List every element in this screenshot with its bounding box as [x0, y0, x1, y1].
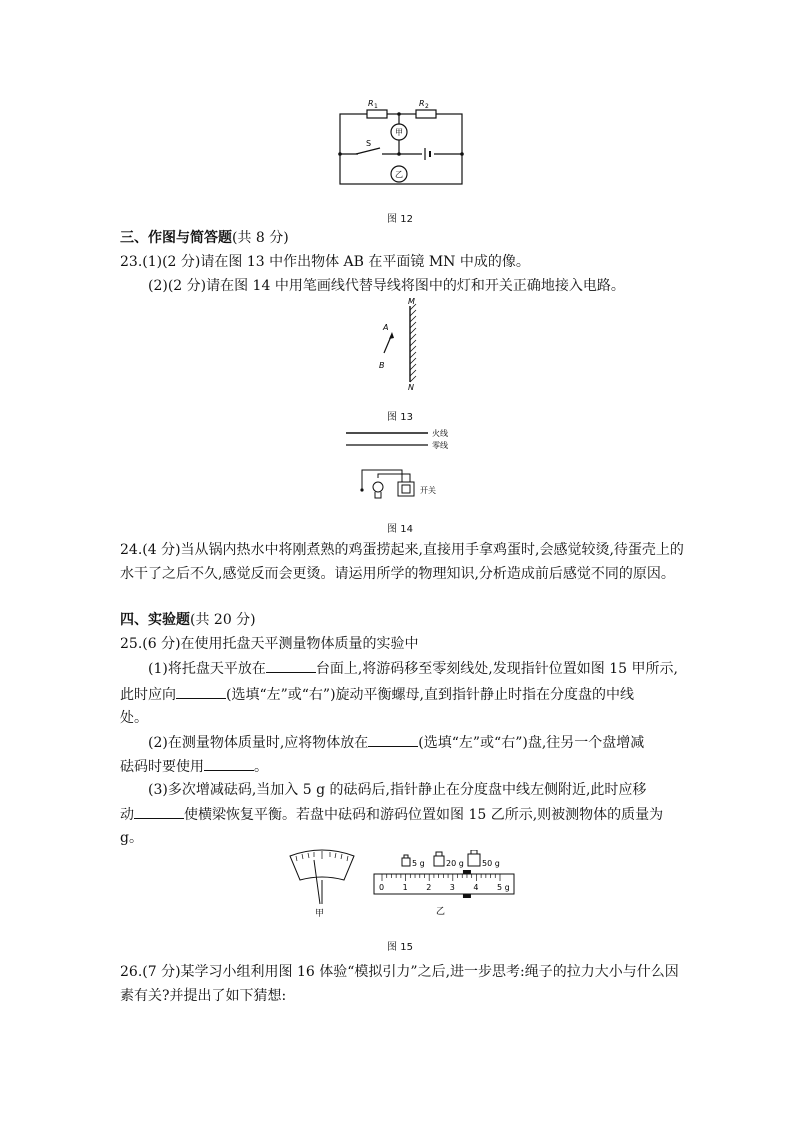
mirror-n-label: N: [408, 383, 414, 392]
r2-subscript: 2: [425, 103, 429, 110]
scale-tick-label: 2: [426, 883, 432, 892]
mirror-m-label: M: [408, 297, 415, 306]
figure-12-circuit: [336, 92, 466, 192]
scale-tick-label: 1: [402, 883, 408, 892]
neutral-wire-label: 零线: [432, 441, 448, 450]
q25-s2d: 。: [254, 759, 268, 775]
q25-intro: 25.(6 分)在使用托盘天平测量物体质量的实验中: [120, 636, 419, 652]
switch-label: 开关: [420, 486, 436, 495]
scale-tick-label: 4: [473, 883, 479, 892]
q25-s1a: (1)将托盘天平放在: [148, 661, 266, 677]
q24-line2: 水干了之后不久,感觉反而会更烫。请运用所学的物理知识,分析造成前后感觉不同的原因。: [120, 566, 675, 582]
rider-bottom: [463, 894, 471, 898]
scale-tick-label: 5 g: [497, 883, 510, 892]
figure-14-caption: 图 14: [387, 524, 413, 535]
q25-s1c: 此时应向: [120, 687, 176, 703]
q25-step2-line1: [148, 732, 680, 753]
answer-blank-5[interactable]: [134, 804, 184, 819]
q25-step1-line1: [148, 658, 680, 679]
q23-part1: 23.(1)(2 分)请在图 13 中作出物体 AB 在平面镜 MN 中成的像。: [120, 254, 530, 270]
point-b-label: B: [379, 361, 385, 370]
figure-15-jia-dial: [284, 846, 360, 918]
meter-yi-label: 乙: [395, 170, 403, 179]
weight-5g: 5 g: [412, 859, 425, 868]
q25-s2c: 砝码时要使用: [120, 759, 204, 775]
q25-s1d: (选填“左”或“右”)旋动平衡螺母,直到指针静止时指在分度盘的中线: [226, 687, 635, 703]
fig15-jia-label: 甲: [315, 909, 325, 918]
q25-step1-line3: 处。: [120, 710, 148, 726]
weight-50g: 50 g: [482, 859, 500, 868]
q23-part2: (2)(2 分)请在图 14 中用笔画线代替导线将图中的灯和开关正确地接入电路。: [148, 278, 625, 294]
scale-tick-label: 0: [379, 883, 385, 892]
q25-step1-line2: [120, 684, 680, 705]
meter-jia-label: 甲: [395, 128, 403, 137]
q26-line2: 素有关?并提出了如下猜想:: [120, 988, 287, 1004]
q25-s3b: 动: [120, 807, 134, 823]
q25-step3-line2: [120, 804, 680, 825]
figure-15-caption: 图 15: [387, 942, 413, 953]
q25-step3-line3: g。: [120, 830, 143, 846]
section-4-heading: [120, 610, 680, 630]
r1-subscript: 1: [374, 103, 378, 110]
q24-line1: 24.(4 分)当从锅内热水中将刚煮熟的鸡蛋捞起来,直接用手拿鸡蛋时,会感觉较烫,待蛋壳上的: [120, 542, 684, 558]
q25-s1b: 台面上,将游码移至零刻线处,发现指针位置如图 15 甲所示,: [315, 661, 678, 677]
section-4-title: 四、实验题: [120, 612, 190, 628]
answer-blank-3[interactable]: [368, 732, 418, 747]
q26-line1: 26.(7 分)某学习小组利用图 16 体验“模拟引力”之后,进一步思考:绳子的拉力大小与什么因: [120, 964, 679, 980]
weight-20g: 20 g: [446, 859, 464, 868]
section-4-points: (共 20 分): [190, 612, 256, 628]
q25-s2b: (选填“左”或“右”)盘,往另一个盘增减: [418, 735, 645, 751]
r2-label: R: [419, 99, 425, 108]
point-a-label: A: [383, 323, 389, 332]
q25-s3c: 使横梁恢复平衡。若盘中砝码和游码位置如图 15 乙所示,则被测物体的质量为: [184, 807, 664, 823]
answer-blank-4[interactable]: [204, 756, 254, 771]
figure-14-household-circuit: [340, 424, 470, 506]
figure-15-yi-scale: [372, 850, 520, 916]
section-3-points: (共 8 分): [232, 230, 289, 246]
figure-13-mirror: [370, 296, 440, 392]
section-3-title: 三、作图与简答题: [120, 230, 232, 246]
r1-label: R: [368, 99, 374, 108]
rider-top: [463, 870, 471, 874]
q25-s2a: (2)在测量物体质量时,应将物体放在: [148, 735, 369, 751]
q25-step3-line1: (3)多次增减砝码,当加入 5 g 的砝码后,指针静止在分度盘中线左侧附近,此时应移: [148, 782, 647, 798]
q25-step2-line2: [120, 756, 680, 777]
answer-blank-1[interactable]: [266, 658, 316, 673]
scale-tick-label: 3: [449, 883, 455, 892]
fig15-yi-label: 乙: [436, 907, 446, 916]
figure-12-caption: 图 12: [387, 214, 413, 225]
answer-blank-2[interactable]: [176, 684, 226, 699]
live-wire-label: 火线: [432, 429, 448, 438]
section-3-heading: [120, 228, 680, 248]
switch-s-label: S: [366, 139, 372, 148]
figure-13-caption: 图 13: [387, 412, 413, 423]
